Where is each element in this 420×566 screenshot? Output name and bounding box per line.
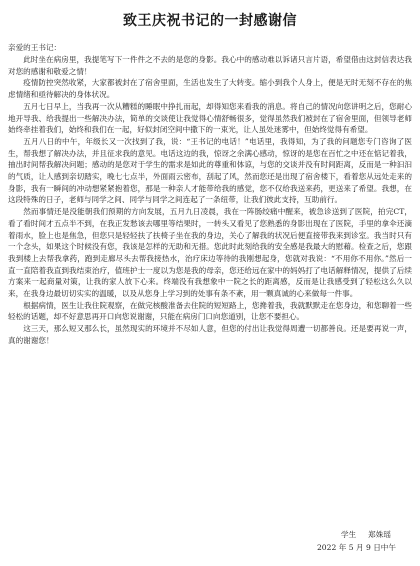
letter-title: 致王庆祝书记的一封感谢信	[123, 13, 297, 29]
letter-paragraph: 五月七日早上，当我再一次从糟糕的睡眠中挣扎而起，却得知您来看我的消息。将自己的情况向您讲明之后，您耐心地开导我、给我提出一些解决办法，简单的交谈使让我觉得心情舒畅很多，觉得虽然我们被封在了宿舍里面，但领导老师始终牵挂着我们，始终和我们在一起，好似封闭空间中撒下的一束光，让人虽处迷雾中，但始终觉得有希望。	[8, 101, 412, 135]
letter-salutation: 亲爱的王书记：	[8, 43, 62, 52]
signature-role: 学生	[340, 530, 357, 539]
signature-name: 郑姝瑶	[368, 530, 391, 539]
letter-paragraph: 根据病情，医生让我住院观察，在做完核酸准备去住院的短短路上，您搀着我，我就默默走在您身边，和您聊着一些轻松的话题，却不好意思再开口向您说谢谢，只能在病房门口向您道别，让您不要担心。	[8, 300, 412, 322]
letter-body	[8, 54, 412, 347]
letter-paragraph: 疫情防控突然收紧，大家都被封在了宿舍里面，生活也发生了大转变。缩小到我个人身上，便是无时无刻不存在的焦虑情绪和亟待解决的身体状况。	[8, 78, 412, 100]
signature-line	[317, 528, 396, 541]
letter-date: 2022 年 5 月 9 日中午	[316, 543, 396, 552]
letter-paragraph: 五月八日的中午，年级长又一次找到了我，说：“王书记的电话！”电话里，我得知，为了我的问题您专门咨询了医生，帮我想了解决办法，并且征求我的意见。电话这边的我，惊讶之余满心感动，惊讶的是您在百忙之中还在惦记着我，抽出时间帮我解决问题；感动的是您对于学生的需求是如此的尊重和体谅，与您的交谈并没有时间距离，反而是一种汩汩的气质，让人感到亲切踏实，晚七七点半，外面雨云密布，刮起了风，然而您还是出现了宿舍楼下，看着您从远处走来的身影，我有一瞬间的冲动想紧紧抱着您，那是一种亲人才能带给我的感觉，您不仅给我送来药，更送来了希望。我想，在这段特殊的日子，老师与同学之间、同学与同学之间连起了一条纽带，让我们彼此支持，互助前行。	[8, 136, 412, 205]
letter-paragraph: 此时坐在病房里，我提笔写下一件件之不去的是您的身影。我心中的感动难以诉诸只言片语，希望借由这封信表达我对您的感谢和敬爱之情！	[8, 55, 412, 76]
signature-block	[317, 528, 396, 554]
letter-paragraph: 这三天，那么短又那么长，虽然现实的环境并不尽如人意，但您的付出让我觉得周遭一切都善良。还是要再说一声，真的谢谢您！	[8, 324, 412, 345]
letter-paragraph: 然而事情还是没能朝我们预期的方向发展，五月九日凌晨，我在一阵肠绞痛中醒来，被急诊送到了医院，拍完CT，看了看时间才五点半不到，在我正发愁该去哪里等结果时，一转头又看见了您熟悉的身影出现在了医院，手里的拿伞还滴着雨水，脸上也是焦急，但您只是轻轻扶了扶椅子坐在我的身边，关心了解我的状况后便直接带我来到诊室。我当时只有一个念头，如果这个时候没有您，我该是怎样的无助和无措。您此时此刻给我的安全感是我最大的慰藉。检查之后，您跟我到楼上去帮我拿药，跑到走廊尽头去帮我接热水，治疗床边等待的我刚想起身，您就对我说：“不用你不用你。”然后一直一直陪着我直到我结束治疗，值班护士一度以为您是我的母亲，您还给远在家中的妈妈打了电话解释情况，提供了后续方案来一起商量对策，让我的家人放下心来。终端没有我想象中一院之长的距离感，反而是让我感受到了轻松这么久以来，在我身边最切切实实的温暖，以及从您身上学习到的处事有条不紊，用一颗真诚的心来做每一件事。	[8, 207, 412, 299]
